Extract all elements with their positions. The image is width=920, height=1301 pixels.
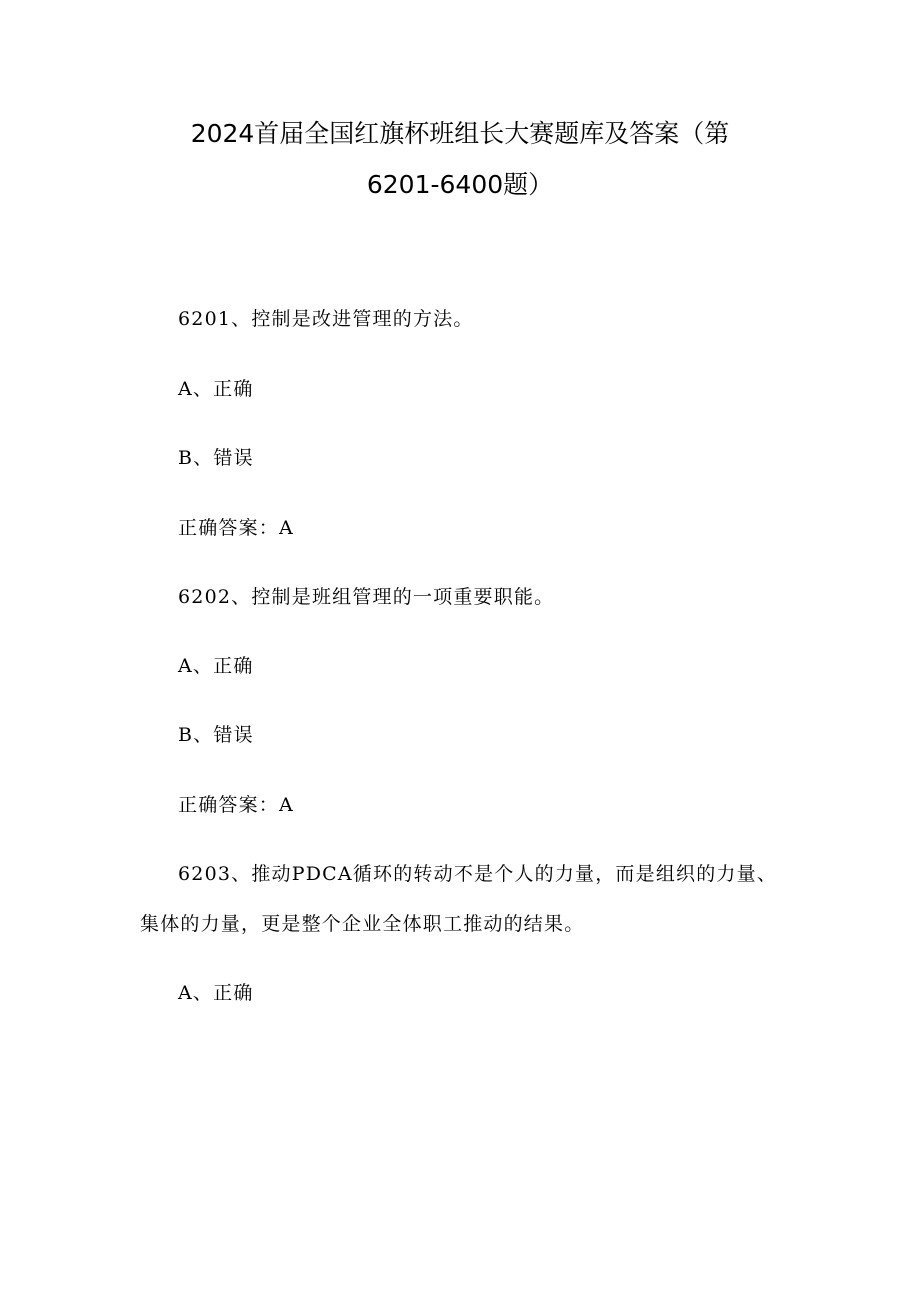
question-6202-answer: 正确答案：A	[178, 794, 294, 816]
question-6203-option-a: A、正确	[178, 982, 254, 1004]
question-6201-option-a: A、正确	[178, 378, 254, 400]
question-6203-stem-line-1: 6203、推动PDCA循环的转动不是个人的力量，而是组织的力量、	[178, 863, 778, 885]
question-6202-stem: 6202、控制是班组管理的一项重要职能。	[178, 586, 555, 608]
document-title-line-2: 6201-6400题）	[366, 170, 554, 199]
question-6203-stem-line-2: 集体的力量，更是整个企业全体职工推动的结果。	[140, 913, 585, 935]
question-6201-answer: 正确答案：A	[178, 517, 294, 539]
question-6201-stem: 6201、控制是改进管理的方法。	[178, 308, 474, 330]
question-6202-option-b: B、错误	[178, 724, 254, 746]
question-6201-option-b: B、错误	[178, 447, 254, 469]
document-title-line-1: 2024首届全国红旗杯班组长大赛题库及答案（第	[190, 119, 730, 148]
question-6202-option-a: A、正确	[178, 655, 254, 677]
